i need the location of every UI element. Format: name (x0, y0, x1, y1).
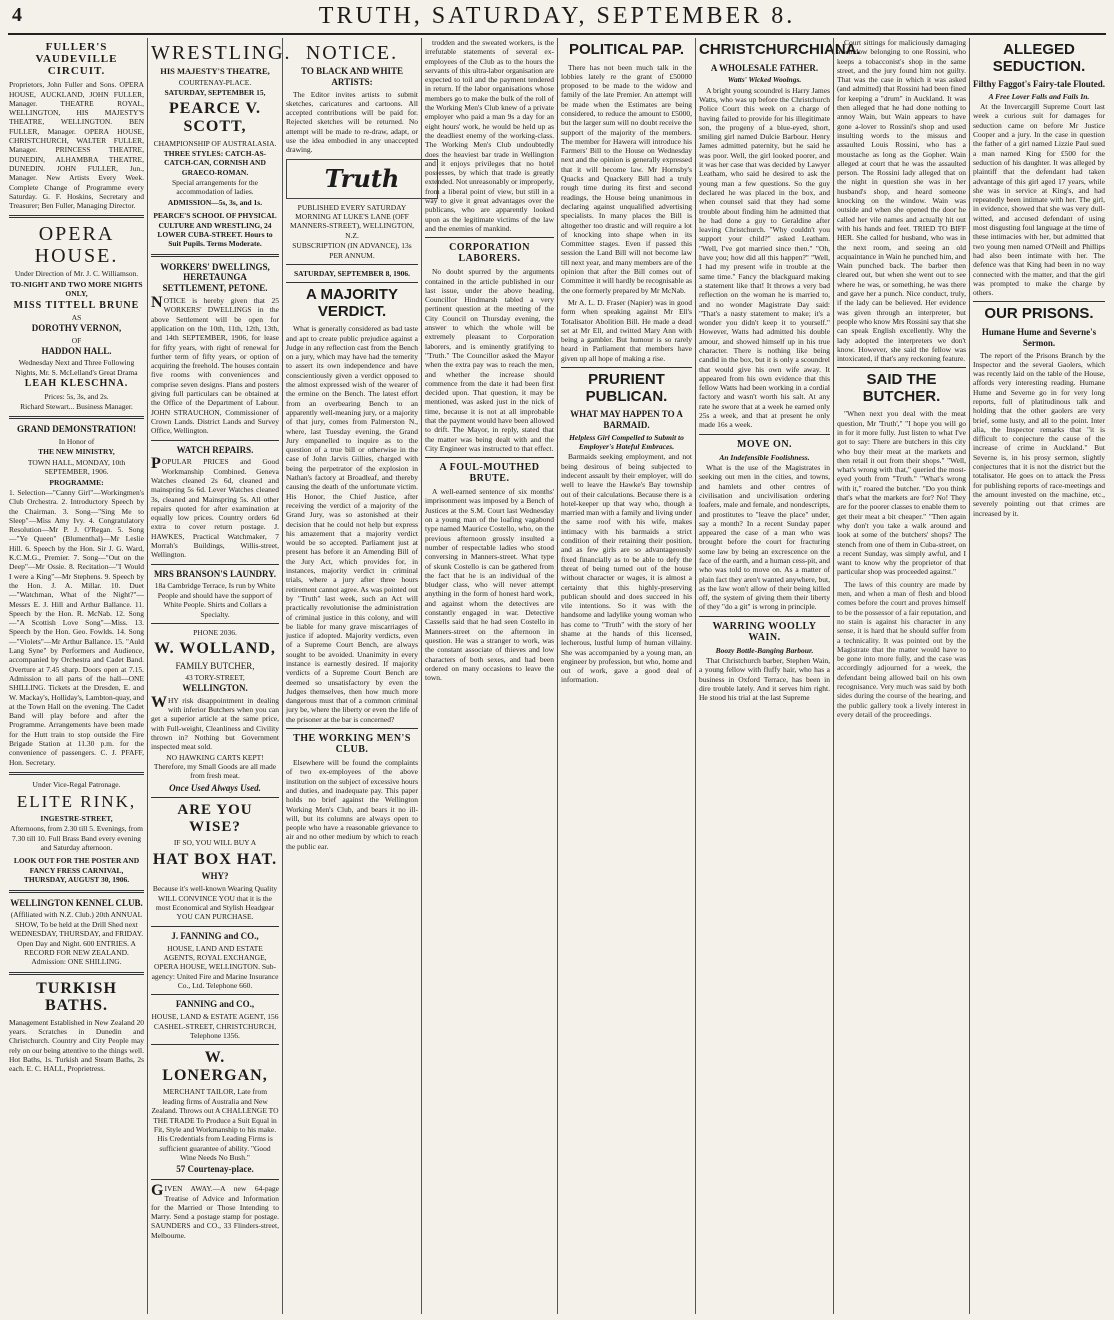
divider (151, 254, 279, 257)
opera-line: Prices: 5s, 3s, and 2s. (44, 391, 109, 401)
divider (286, 282, 418, 283)
rink-patronage: Under Vice-Regal Patronage. (32, 779, 121, 789)
divider (151, 1044, 279, 1045)
column-4 (421, 38, 557, 1314)
divider (699, 616, 830, 617)
lonergan-text: MERCHANT TAILOR, Late from leading firms of Australia and New Zealand. Throws out A CHALLENGE TO THE TRADE To Produce a Suit Equal in Fit, Style and Workmanship to his make. His Credentials from Leading Firms is sufficient guarantee of ability. "Good Wine Needs No Bush." (151, 1087, 279, 1163)
no-credit: NO HAWKING CARTS KEPT! Therefore, my Small Goods are all made from fresh meat. (153, 752, 277, 781)
opera-line: HADDON HALL. (41, 346, 112, 357)
divider (151, 1179, 279, 1180)
working-text: Elsewhere will be found the complaints of two ex-employees of the above institution on the subject of excessive hours and duties, and inadequate pay. This paper holds no brief against the Wellington Working Men's Club, and bears it no ill-will, but its columns are always open to people who have a reasonable grievance to air and no other medium by which to reach the public ear. (286, 758, 418, 851)
working-title: THE WORKING MEN'S CLUB. (293, 733, 411, 756)
workers-head: WORKERS' DWELLINGS, HERETAUNGA SETTLEMENT, PETONE. (160, 261, 270, 294)
fanning-text: HOUSE, LAND AND ESTATE AGENTS, ROYAL EXCHANGE, OPERA HOUSE, WELLINGTON. Sub-agency: United Fire and Marine Insurance Co., Ltd. Telephone 660. (151, 943, 279, 990)
theatre-name: HIS MAJESTY'S THEATRE, (160, 66, 270, 76)
opera-title: OPERA HOUSE. (34, 223, 119, 268)
bout-date: SATURDAY, SEPTEMBER 15, (164, 88, 266, 97)
hatbox: HAT BOX HAT. (152, 850, 278, 868)
wolland-address: 43 TORY-STREET, (185, 673, 245, 683)
kennel-text: (Affiliated with N.Z. Club.) 20th ANNUAL SHOW, To be held at the Drill Shed next WEDNESDAY, THURSDAY, and FRIDAY. Open Day and Night. 600 ENTRIES. A RECORD FOR NEW ZEALAND. Admission: ONE SHILLING. (9, 910, 144, 967)
divider (837, 367, 966, 368)
rink-text: Afternoons, from 2.30 till 5. Evenings, from 7.30 till 10. Full Brass Band every evening and Saturday afternoon. (10, 824, 143, 853)
truth-logo: Truth (286, 159, 438, 199)
divider (151, 797, 279, 798)
seduction-text: At the Invercargill Supreme Court last week a curious suit for damages for seduction came on before Mr Justice Cooper and a jury. In the case in question the father of a girl named Lizzie Paul sued a man named King for £500 for the seduction of his daughter. It was alleged by plaintiff that the defendant had taken advantage of this girl aged 17 years, while she was in service at King's, and had repeatedly been intimate with her. The girl, in evidence, showed that she was very dull-witted, and accused defendant of using most disgusting foul language at the time of these intimacies with her, but admitted that two young men named O'Neill and Phillips had also been intimate with her. The defence was that King had been in no way connected with the matter, and that the girl was prompted to make the charge by others. (973, 102, 1105, 298)
divider (286, 728, 418, 729)
baths-title: TURKISH BATHS. (36, 979, 117, 1015)
corp-text: No doubt spurred by the arguments contained in the article published in our last issue, under the above heading, Councillor Hindmarsh tabled a very pertinent question at the meeting of the City Council on Thursday evening, the answer to which the whole will be extremely pleasant to Corporation laborers, and is eminently gratifying to "Truth." The Councillor asked the Mayor when the extra pay was to reach the men, and whether the increase should commence from the date it had been first decided upon. That question, it may be mentioned, was asked just in the nick of time, because it is not at all improbable that the payment would have been allowed to drift. The Mayor, in reply, stated that the matter was being dealt with and the City Engineer was instructed to that effect. (425, 267, 554, 453)
pearce-school: PEARCE'S SCHOOL OF PHYSICAL CULTURE AND WRESTLING, 24 LOWER CUBA-STREET. Hours to Suit Pupils. Terms Moderate. (153, 211, 277, 249)
fanning-title: J. FANNING and CO., (171, 930, 259, 941)
divider (973, 301, 1105, 302)
wholesale-head: A WHOLESALE FATHER. (710, 62, 819, 73)
prurient-title: PRURIENT PUBLICAN. (585, 371, 668, 405)
pap-text-2: Mr A. L. D. Fraser (Napier) was in good form when speaking against Mr Ell's Totalisator Abolition Bill. He made a dead set at Mr Ell, and twitted Mary Ann with being a gambler. But humour is so rarely heard in Parliament that members have given up all hope of making a rise. (561, 297, 692, 363)
wrestling-title: WRESTLING. (151, 42, 292, 64)
divider (151, 994, 279, 995)
alleged-title: ALLEGED SEDUCTION. (992, 41, 1086, 75)
move-subtitle: An Indefensible Foolishness. (719, 452, 810, 462)
notice-text: The Editor invites artists to submit sketches, caricatures and cartoons. All accepted contributions will be paid for. Rejected sketches will be returned. No attempt will be made to re-draw, adapt, or use the idea embodied in any unaccepted drawing. (286, 89, 418, 155)
fanning2-text: HOUSE, LAND & ESTATE AGENT, 156 CASHEL-STREET, CHRISTCHURCH, Telephone 1356. (151, 1012, 279, 1040)
divider (286, 264, 418, 265)
styles: THREE STYLES: CATCH-AS-CATCH-CAN, CORNISH AND GRAECO-ROMAN. (163, 148, 267, 177)
notice-title: NOTICE. (305, 42, 399, 64)
wise-title: ARE YOU WISE? (177, 802, 253, 835)
majority-text: What is generally considered as bad taste and apt to create public prejudice against a Judge in any reflection cast from the Bench on a jury, which may have had the temerity to assert its own independence and have conscientiously given a verdict opposed to the almost expressed wish of the wearer of the ermine on the Bench. The latest effort from an overbearing Bench to an apparently well-meaning jury, or a majority of that jury, comes from Palmerston N., where, last Tuesday evening, the Grand Jury empanelled to inquire as to the question of a true bill or otherwise in the case of John Jarvis Gillies, charged with being the perpetrator of the explosion in Nathan's factory at Broadleaf, and thereby causing the death of the unfortunate victim. His Honor, the Chief Justice, after receiving the verdict of a majority of the Grand Jury, was so astonished at their decision that he could not help but express his amazement that a majority verdict would be so accepted. Parliament just at present has before it an Amending Bill of the Jury Act, which provides for, in instances, majority verdict in criminal trials, where a jury after three hours retirement cannot agree. As was pointed out by "Truth" last week, such an Act will practically revolutionise the administration of criminal justice in this colony, and will be liable for many grave miscarriages of justice if adopted. Majority verdicts, even of a Supreme Court Bench, are always sought to be avoided. Unanimity in every instance is earnestly desired. If majority verdicts of a Supreme Court Bench are deemed so unsatisfactory by even the Judges themselves, then how much more dangerous must that of a common criminal jury be, where the liberty or even the life of the prisoner at the bar is concerned? (286, 324, 418, 724)
column-3 (282, 38, 421, 1314)
prisons-text: The report of the Prisons Branch by the Inspector and the several Gaolers, which was recently laid on the table of the House, affords very interesting reading. Humane Hume and Severne go in for very long reports, full of platitudinous talk and holding that the other gaolers are very brief, some lusty, and all to the point. Inter alia, the Inspector remarks that "it is difficult to conjecture the cause of the increase of crime in Auckland." But Severne is, in his prosy sermon, slightly conjectures that it is not the district but the totalisator. He goes on to attack the Press for publishing reports of race-meetings and the amount invested on the machine, etc., severely pointing out that crimes are increased by it. (973, 350, 1105, 518)
grand-line: In Honor of (58, 437, 95, 447)
divider (151, 440, 279, 441)
column-2 (147, 38, 292, 1314)
barmaid-subtitle: Helpless Girl Compelled to Submit to Employer's Hateful Embraces. (569, 432, 684, 451)
opera-line: OF (71, 335, 82, 345)
opera-line: Under Direction of Mr. J. C. Williamson. (14, 269, 139, 279)
column-5 (557, 38, 695, 1314)
masthead-rule (8, 33, 1106, 35)
issue-date: SATURDAY, SEPTEMBER 8, 1906. (294, 268, 410, 278)
corp-title: CORPORATION LABORERS. (449, 242, 530, 265)
prisons-title: OUR PRISONS. (984, 305, 1094, 323)
bout-names: PEARCE V. SCOTT, (169, 100, 261, 135)
divider (9, 972, 144, 975)
divider (9, 772, 144, 775)
special-note: Special arrangements for the accommodation of ladies. (171, 178, 258, 197)
wolland-trade: FAMILY BUTCHER, (175, 660, 255, 671)
divider (9, 215, 144, 218)
foul-text: A well-earned sentence of six months' imprisonment was imposed by a Bench of Justices at the S.M. Court last Wednesday on a young man of the loafing vagabond type named Maurice Costello, who, on the previous afternoon grossly insulted a number of respectable ladies who stood conversing in Manners-street. What type of skunk Costello is can be gathered from the fact that he is an individual of the bludger class, who will never attempt anything in the form of honest hard work, and against whom the detectives are constantly engaged in war. Detective Cassells said that he had seen Costello in Manners-street on the afternoon in question. He was a stranger to work, was the constant associate of thieves and low characters of both sexes, and had been ordered on many occasions to leave the town. (425, 487, 554, 683)
pap-text: There has not been much talk in the lobbies lately re the grant of £50000 proposed to be made to the widow and family of the late Premier. An attempt will be made when the Estimates are being considered, to reduce the amount to £5000, but the larger sum will no doubt receive the support of the majority of the members. The member for Hawera will introduce his Farmers' Bill to the House on Wednesday next and the opinion is generally expressed that it will become law. Mr Hornsby's Quacks and Quackery Bill had a truly rough time during its first and second readings, the House being unanimous in declaring against unqualified advertising specialists. In many places the Bill is altogether too drastic and will require a lot of knocking into shape when in its Committee stages. Even if passed this session the Land Bill will not become law till next year, and many members are of the opinion that after the Bill comes out of Committee it will hardly be recognisable as the one formerly prepared by Mr McNab. (561, 62, 692, 295)
opera-line: Wednesday Next and Three Following Nights, Mr. S. McLelland's Great Drama (15, 358, 138, 377)
column-1 (6, 38, 147, 1314)
divider (151, 926, 279, 927)
majority-title: A MAJORITY VERDICT. (306, 286, 398, 320)
woolly-title: WARRING WOOLLY WAIN. (712, 620, 817, 643)
watts-text: A bright young scoundrel is Harry James Watts, who was up before the Christchurch Police Court this week on a charge of having failed to provide for his illegitimate son, the progeny of a blue-eyed, short, smiling girl named Dulcie Barbour. Henry James admitted paternity, but he said he was poor. Well, the girl looked poorer, and it was her case that was decided by Lawyer Leatham, who said he desired to ask the young man a few questions. So the guy declared he was placed in the box, and when counsel said that they had some trouble about finding him he admitted that he had done a guy to Geraldine after leaving Christchurch. "Why couldn't you support your child?" asked Leatham. "Well, I've got married since then." "Oh, have you; how did all this happen?" "Well, I had my present wife in trouble at the same time." Fancy the blackguard making a statement like that! It throws a very bad reflection on the woman he is married to, and no wonder Magistrate Day said: "That's a nasty statement to make; it's a wonder you didn't keep it to yourself." However, Watts had admitted his double amour, and showed himself up in his true character. There is nothing like being candid in the box, but it is only a scoundrel that would give his own wife away. It appeared from his own evidence that this fellow Watts had been working in a cordial factory and wasn't worth his salt. At any rate he swore that at a week he earned only 25s a week, and that at present he only made 16s a week. (699, 85, 830, 430)
grand-title: GRAND DEMONSTRATION! (16, 424, 137, 435)
move-title: MOVE ON. (736, 438, 793, 450)
opera-line: MISS TITTELL BRUNE (13, 299, 140, 311)
column-8 (969, 38, 1108, 1314)
chch-title: CHRISTCHURCHIANA. (699, 41, 861, 58)
woolly-subtitle: Boozy Bottle-Banging Barbour. (715, 645, 814, 655)
watts-subtitle: Watts' Wicked Woolngs. (727, 75, 802, 85)
column-6 (695, 38, 861, 1314)
butcher-title: SAID THE BUTCHER. (862, 371, 941, 405)
opera-line: Richard Stewart... Business Manager. (20, 401, 133, 411)
faggot-subtitle: Filthy Faggot's Fairy-tale Flouted. (973, 79, 1105, 89)
lonergan-title: W. LONERGAN, (162, 1049, 268, 1084)
free-lover-subtitle: A Free Lover Falls and Fails In. (988, 91, 1090, 101)
divider (9, 416, 144, 419)
watch-title: WATCH REPAIRS. (176, 444, 254, 455)
newspaper-title: TRUTH, SATURDAY, SEPTEMBER 8. (318, 3, 796, 29)
masthead (0, 0, 1114, 34)
wolland-text: WHY risk disappointment in dealing with inferior Butchers when you can get a superior article at the same price, with Full-weight, Cleanliness and Civility thrown in? Nothing but Government inspected meat sold. (151, 693, 279, 752)
fanning2-title: FANNING and CO., (175, 999, 255, 1010)
fullers-text: Proprietors, John Fuller and Sons. OPERA HOUSE, AUCKLAND, JOHN FULLER, Manager. THEATRE ROYAL, WELLINGTON, HIS MAJESTY'S THEATRE, WELLINGTON. BEN FULLER, Manager. OPERA HOUSE, CHRISTCHURCH, WALTER FULLER, Manager. PRINCESS THEATRE, DUNEDIN, ALHAMBRA THEATRE, DUNEDIN. JOHN FULLER, Jun., Manager. New Artists Every Week. Complete Change of Programme every Saturday. G. F. Hoskins, Secretary and Treasurer; Ben Fuller, Managing Director. (9, 80, 144, 211)
grand-line: TOWN HALL, MONDAY, 10th SEPTEMBER, 1906. (27, 457, 126, 477)
divider (425, 457, 554, 458)
wise-body: Because it's well-known Wearing Quality WILL CONVINCE YOU that it is the most Economical and Stylish Headgear YOU CAN PURCHASE. (152, 884, 278, 922)
courtenay-address: 57 Courtenay-place. (176, 1164, 254, 1175)
barmaid-text: Barmaids seeking employment, and not being desirous of being subjected to indecent assault by their employer, will do well to leave the Hawke's Bay township out of their calculations. Because there is a hotel-keeper up that way who, though a married man with a family and living under the same roof with his wife, makes intimacy with his barmaids a strict condition of their retaining their position, and as few girls are so advantageously fixed financially as to be able to defy the threat of being turned out of the house without character or wages, it is almost a certainty that this highly-preserving publican should and does succeed in his vile intentions. So it was with the handsome and ladylike young woman who has come to "Truth" with the story of her shame at the hands of this licensed, lecherous, lustful lump of human villainy. She was accompanied by a young man, an engineer by profession, but who, home and out of work, gave a good deal of information. (561, 452, 693, 685)
carnival-text: LOOK OUT FOR THE POSTER AND FANCY FRESS CARNIVAL, THURSDAY, AUGUST 30, 1906. (13, 856, 140, 885)
grand-programme: 1. Selection—"Canny Girl"—Workingmen's Club Orchestra. 2. Introductory Speech by the Chairman. 3. Song—"Sing Me to Sleep"—Miss Amy Ivy. 4. Congratulatory Resolution—Mr P. J. O'Regan. 5. Song—"Ye Queen" (Blumenthal)—Mr Leslie Hill. 6. Speech by the Hon. Sir J. G. Ward, K.C.M.G., Premier. 7. Song—"Out on the Deep"—Mr Ossie. 8. Recitation—"I Would I were a King"—Mr Stephens. 9. Speech by the Hon. J. A. Millar. 10. Duet—"Watchman, What of the Night?"—Messrs E. J. Hill and Arthur Ballance. 11. Speech by the Hon. R. McNab. 12. Song—"A Scottish Love Song"—Miss. 13. Speech by the Hon. Geo. Fowlds. 14. Song—"Violets"—Mr Arthur Ballance. 15. "Auld Lang Syne" by Performers and Audience, accompanied by Orchestra and Cadet Band. Overture at 7.45 sharp. Doors open at 7.15. Admission to all parts of the hall—ONE SHILLING. Tickets at the Dresden, E. and W. Mackay's, Holliday's, Lambton-quay, and at the Town Hall on the evening. The Cadet Band will play before and after the Programme. Arrangements have been made for the Hutt train to stop outside the Fire Brigade Station at 11.30 p.m. for the convenience of passengers. C. J. PFAFF, Hon. Secretary. (9, 487, 144, 767)
opera-line: DOROTHY VERNON, (31, 323, 122, 334)
pap-title: POLITICAL PAP. (568, 41, 685, 58)
butcher-text: "When next you deal with the meat question, Mr 'Truth'," "I hope you will go in for it more fully. Just listen to what I've got to say: There are butchers in this city who buy their meat at the markets and then retail it out from their shops." "Well, what's wrong with that," queried the most-eyed youth from "Truth." "What's wrong with it," roared the butcher. "Do you think that's what the markets are for? No! They are for the poorer classes to enable them to get their meat a bit cheaper." "Then again why don't you take a walk around and look at some of the butchers' shops? The stench from one of them in Cuba-street, on a recent Sunday, was simply awful, and I want to know why the proprietor of that particular shop was proceeded against." (837, 409, 966, 577)
wise-text: IF SO, YOU WILL BUY A (173, 838, 257, 848)
woolly-text: That Christchurch barber, Stephen Wain, a young fellow with fluffy hair, who has a business in Oxford Terrace, has been in dire trouble lately. And it serves him right. He stood his trial at the last Supreme (699, 656, 830, 703)
column-7 (833, 38, 969, 1314)
opera-line: AS (71, 313, 82, 323)
page-number: 4 (12, 4, 22, 26)
barmaid-title: WHAT MAY HAPPEN TO A BARMAID. (570, 409, 683, 430)
admission: ADMISSION—5s, 3s, and 1s. (167, 197, 263, 207)
baths-text: Management Established in New Zealand 20 years. Scratches in Dunedin and Christchurch. Country and City People may rely on our being attentive to the things well. Hot Baths, 1s. Turkish and Steam Baths, 2s each. E. C. HALL, Proprietress. (9, 1017, 144, 1074)
divider (699, 434, 830, 435)
given-away: GIVEN AWAY.—A new 64-page Treatise of Advice and Information for the Married or Those Intending to Marry. Send a postage stamp for postage. SAUNDERS and CO., 33 Flinders-street, Melbourne. (151, 1182, 279, 1240)
published-note: PUBLISHED EVERY SATURDAY MORNING AT LUKE'S LANE (OFF MANNERS-STREET), WELLINGTON, N.Z. (289, 202, 415, 240)
notice-subtitle: TO BLACK AND WHITE ARTISTS: (301, 66, 403, 87)
divider (9, 890, 144, 893)
cont-text: trodden and the sweated workers, is the irrefutable statements of several ex-employees of the Club as to the hours the servants of this ultra-labor organisation are expected to toil and the payment tendered in return. If the labor organisations whose members go to make the bulk of the roll of the Working Men's Club knew of a private employer who paid a man 9s a day for an eight hours' work, he would be held up as the deadliest enemy of the working-class. The Working Men's Club undoubtedly does the heaviest bar trade in Wellington and it enjoys privileges that no hotel possesses, by which that trade is greatly extended. Not unreasonably or improperly, from a liberal point of view, but still in a way to give it great advantages over the publicans, who are apparently looked upon as the legitimate victims of the law and the enemies of mankind. (425, 38, 554, 233)
once-used: Once Used Always Used. (169, 782, 261, 793)
subscription: SUBSCRIPTION (IN ADVANCE), 13s PER ANNUM. (292, 241, 412, 260)
grand-line: PROGRAMME: (49, 477, 104, 487)
move-text: What is the use of the Magistrates in seeking out men in the cities, and towns, and hamlets and other centres of civilisation and uncivilisation ordering loafers, male and female, and nondescripts, and prostitutes to "leave the place" under, say a month? In a recent Sunday paper appeared the case of a man who was brought before the court for fracturing some law by being an excrescence on the face of the earth, and a human cess-pit, and who was told to move on. As a matter of plain fact they aren't wanted anywhere, but, as the law won't allow of their being killed off, the system of giving them their liberty of they "do a git" is wrong in principle. (699, 463, 830, 612)
continued-text: The laws of this country are made by men, and when a man of flesh and blood comes before the court and proves himself to be the possessor of a fair reputation, and no stain is against his character in any sense, it is hard that he should suffer from a technicality. It was pointed out by the Magistrate that the matter would have to be gone into more fully, and the case was accordingly adjourned for a week, the defendant being allowed bail on his own recognisance. Very much was said by both sides during the course of the hearing, and the public gallery took a lively interest in every detail of the proceedings. (837, 579, 966, 719)
foul-title: A FOUL-MOUTHED BRUTE. (439, 462, 540, 485)
court-text: Court sittings for maliciously damaging a window belonging to one Rossini, who keeps a tobacconist's shop in the same street, and the jury found him not guilty. That was the case in which it was asked (and admitted) that Rossini had been fined for keeping a "drum" in Auckland. It was then alleged that he had done nothing to annoy Wain, but Wain appears to have gone a-lover to Rossini's shop and used insulting words to the missus and assaulted Louis Rossini, who has a moustache as long as the Gopher. Wain alleged at court that he was the assaulted person. The Rossini lady alleged that on the night in question she was in her husband's shop, and heard someone knocking on the window. Wain was outside and when she opened the door he called her vile names and actually hit out with his hands and feet. TRIED TO BIFF HER. She called for husband, who was in the next room, and seeing an old acquaintance in Wain he punched him, and Wain punched back. The barber then cleared out, but when she went out to see where he was, or something, he was there and gave her a punch. Nice conduct, truly, if the lady can be believed. Her evidence was given through an interpreter, but people who know Mrs Rossini say that she can speak English excellently. Why the lady adopted the interpreters we don't know. However, she said the fellow was intoxicated, if that's any reckoning feature. (837, 38, 966, 364)
wolland-city: WELLINGTON. (182, 683, 248, 694)
divider (151, 564, 279, 565)
prisons-subtitle: Humane Hume and Severne's Sermon. (981, 326, 1097, 348)
watch-text: POPULAR PRICES and Good Workmanship Combined. Geneva Watches cleaned 2s 6d, cleaned and mainspring 5s 6d. Lever Watches cleaned 3s, cleaned and Mainspring 5s. All other repairs quoted for after examination at equally low prices. Country orders 6d extra to cover return postage. J. HAWKES, Practical Watchmaker, 7 Morrah's Buildings, Willis-street, Wellington. (151, 455, 279, 560)
grand-line: THE NEW MINISTRY, (38, 447, 115, 457)
kennel-title: WELLINGTON KENNEL CLUB. (10, 897, 143, 908)
theatre-place: COURTENAY-PLACE. (178, 77, 252, 87)
opera-line: TO-NIGHT AND TWO MORE NIGHTS ONLY, (10, 279, 143, 299)
championship: CHAMPIONSHIP OF AUSTRALASIA. (153, 138, 277, 148)
laundry-title: MRS BRANSON'S LAUNDRY. (153, 568, 277, 579)
wolland-name: W. WOLLAND, (154, 640, 276, 658)
fullers-title: FULLER'S VAUDEVILLE CIRCUIT. (35, 41, 118, 78)
laundry-text: 18a Cambridge Terrace, Is run by White People and should have the support of White People. Shirts and Collars a Specialty. (154, 581, 276, 619)
why: WHY? (201, 871, 229, 882)
divider (561, 367, 692, 368)
rink-street: INGESTRE-STREET, (40, 813, 113, 823)
divider (151, 623, 279, 624)
phone: PHONE 2036. (193, 627, 237, 637)
divider (425, 237, 554, 238)
rink-title: ELITE RINK, (16, 792, 137, 812)
opera-line: LEAH KLESCHNA. (24, 378, 129, 390)
workers-text: NOTICE is hereby given that 25 WORKERS' DWELLINGS in the above Settlement will be open for application on the 10th, 11th, 12th, 13th, and 14th SEPTEMBER, 1906, for lease for fifty years, with right of renewal for further term of fifty years, or option of acquiring the freehold. The houses contain five rooms with conveniences and comprise seven designs. Plans and posters giving full particulars can be obtained at the Office of the Department of Labour. JOHN STRAUCHON, Commissioner of Crown Lands. District Lands and Survey Office, Wellington. (151, 294, 279, 436)
